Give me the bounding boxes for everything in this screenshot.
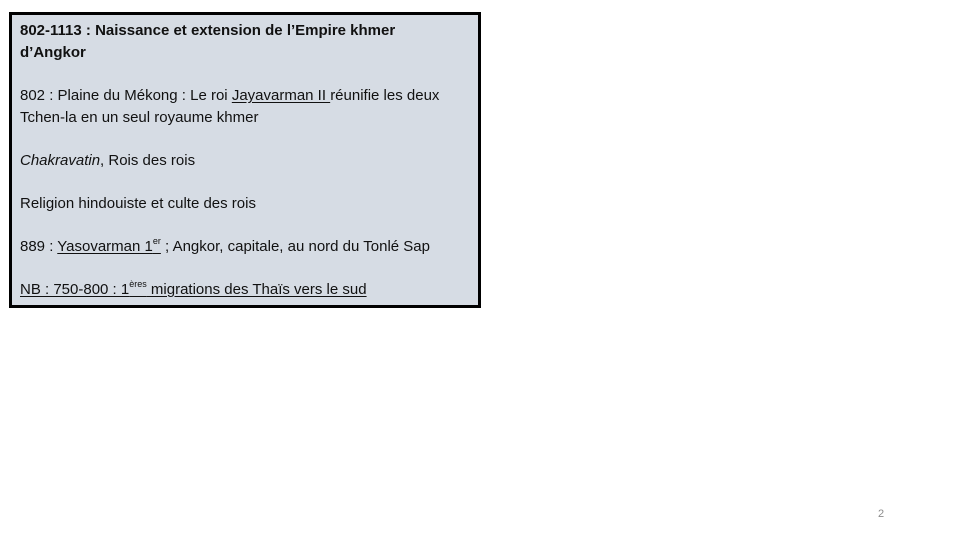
nb-superscript: ères (129, 279, 147, 289)
paragraph-802-prefix: 802 : Plaine du Mékong : Le roi (20, 87, 232, 104)
yasovarman-name (57, 238, 161, 255)
jayavarman-name: Jayavarman II (231, 87, 331, 104)
chakravatin-term: Chakravatin (20, 152, 101, 169)
paragraph-889-prefix: 889 : (20, 238, 58, 255)
yasovarman-text: Yasovarman 1 (57, 238, 153, 255)
paragraph-802-suffix: réunifie les deux (330, 87, 440, 104)
nb-suffix: migrations des Thaïs vers le sud (146, 281, 367, 298)
paragraph-802-line-2: Tchen-la en un seul royaume khmer (20, 109, 259, 126)
yasovarman-superscript: er (152, 236, 161, 246)
paragraph-nb (20, 279, 367, 301)
content-text-box (9, 12, 481, 308)
paragraph-chakravatin (20, 150, 195, 172)
paragraph-802-line-1 (20, 85, 439, 107)
paragraph-889-suffix: ; Angkor, capitale, au nord du Tonlé Sap (160, 238, 430, 255)
paragraph-889 (20, 236, 430, 258)
chakravatin-rest: , Rois des rois (100, 152, 196, 169)
slide-title-line-2: d’Angkor (20, 44, 86, 61)
page-number: 2 (878, 508, 885, 520)
nb-prefix: NB : 750-800 : 1 (20, 281, 130, 298)
paragraph-religion: Religion hindouiste et culte des rois (20, 195, 256, 212)
slide-title-line-1: 802-1113 : Naissance et extension de l’Empire khmer (20, 22, 396, 39)
